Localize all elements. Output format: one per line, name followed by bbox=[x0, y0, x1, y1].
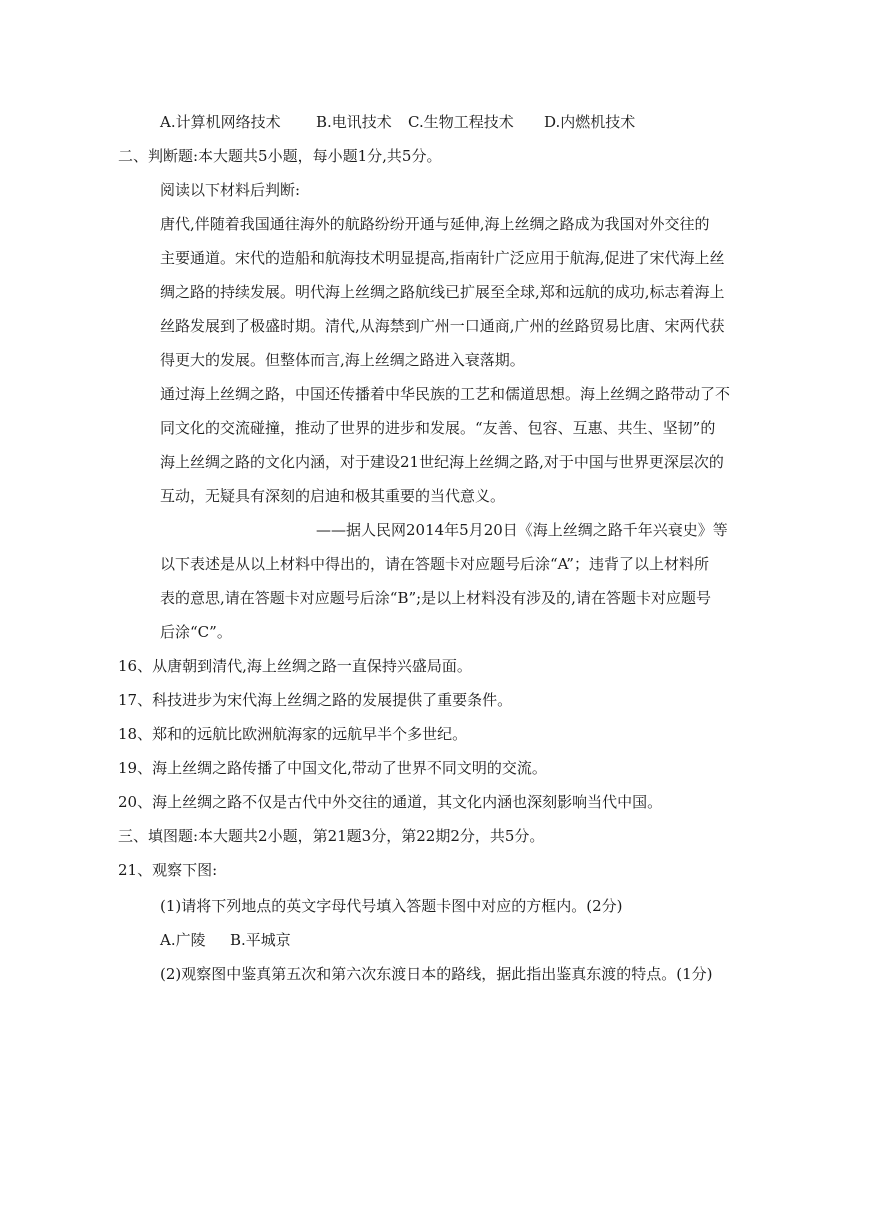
instruction-line: 后涂“C”。 bbox=[160, 623, 232, 641]
paragraph-line: 唐代,伴随着我国通往海外的航路纷纷开通与延伸,海上丝绸之路成为我国对外交往的 bbox=[160, 215, 710, 233]
options-row bbox=[160, 112, 635, 132]
question-item: 16、从唐朝到清代,海上丝绸之路一直保持兴盛局面。 bbox=[118, 657, 472, 675]
paragraph-line: 丝路发展到了极盛时期。清代,从海禁到广州一口通商,广州的丝路贸易比唐、宋两代获 bbox=[160, 317, 725, 335]
paragraph-line: 绸之路的持续发展。明代海上丝绸之路航线已扩展至全球,郑和远航的成功,标志着海上 bbox=[160, 283, 725, 301]
paragraph-line: 通过海上丝绸之路，中国还传播着中华民族的工艺和儒道思想。海上丝绸之路带动了不 bbox=[160, 385, 731, 403]
sub-question: (1)请将下列地点的英文字母代号填入答题卡图中对应的方框内。(2分) bbox=[160, 897, 623, 915]
paragraph-line: 海上丝绸之路的文化内涵，对于建设21世纪海上丝绸之路,对于中国与世界更深层次的 bbox=[160, 453, 724, 471]
option-b: B.平城京 bbox=[230, 931, 291, 949]
instruction-line: 表的意思,请在答题卡对应题号后涂“B”;是以上材料没有涉及的,请在答题卡对应题号 bbox=[160, 589, 711, 607]
option-c: C.生物工程技术 bbox=[408, 113, 514, 131]
option-d: D.内燃机技术 bbox=[544, 113, 636, 131]
paragraph-line: 同文化的交流碰撞，推动了世界的进步和发展。“友善、包容、互惠、共生、坚韧”的 bbox=[160, 419, 716, 437]
option-b: B.电讯技术 bbox=[316, 113, 392, 131]
instruction-line: 以下表述是从以上材料中得出的，请在答题卡对应题号后涂“A”；违背了以上材料所 bbox=[160, 555, 709, 573]
question-item: 17、科技进步为宋代海上丝绸之路的发展提供了重要条件。 bbox=[118, 691, 513, 709]
question-item: 18、郑和的远航比欧洲航海家的远航早半个多世纪。 bbox=[118, 725, 468, 743]
paragraph-line: 得更大的发展。但整体而言,海上丝绸之路进入衰落期。 bbox=[160, 351, 525, 369]
section-heading: 二、判断题:本大题共5小题，每小题1分,共5分。 bbox=[118, 147, 442, 165]
paragraph-line: 主要通道。宋代的造船和航海技术明显提高,指南针广泛应用于航海,促进了宋代海上丝 bbox=[160, 249, 725, 267]
source-citation: ——据人民网2014年5月20日《海上丝绸之路千年兴衰史》等 bbox=[316, 521, 728, 539]
question-item: 21、观察下图: bbox=[118, 861, 218, 879]
option-a: A.计算机网络技术 bbox=[160, 113, 281, 131]
question-item: 20、海上丝绸之路不仅是古代中外交往的通道，其文化内涵也深刻影响当代中国。 bbox=[118, 793, 663, 811]
sub-question-options bbox=[160, 930, 291, 950]
reading-intro: 阅读以下材料后判断: bbox=[160, 181, 301, 199]
paragraph-line: 互动，无疑具有深刻的启迪和极其重要的当代意义。 bbox=[160, 487, 506, 505]
sub-question: (2)观察图中鉴真第五次和第六次东渡日本的路线，据此指出鉴真东渡的特点。(1分) bbox=[160, 965, 713, 983]
option-a: A.广陵 bbox=[160, 931, 206, 949]
question-item: 19、海上丝绸之路传播了中国文化,带动了世界不同文明的交流。 bbox=[118, 759, 547, 777]
section-heading: 三、填图题:本大题共2小题，第21题3分，第22期2分，共5分。 bbox=[118, 827, 545, 845]
